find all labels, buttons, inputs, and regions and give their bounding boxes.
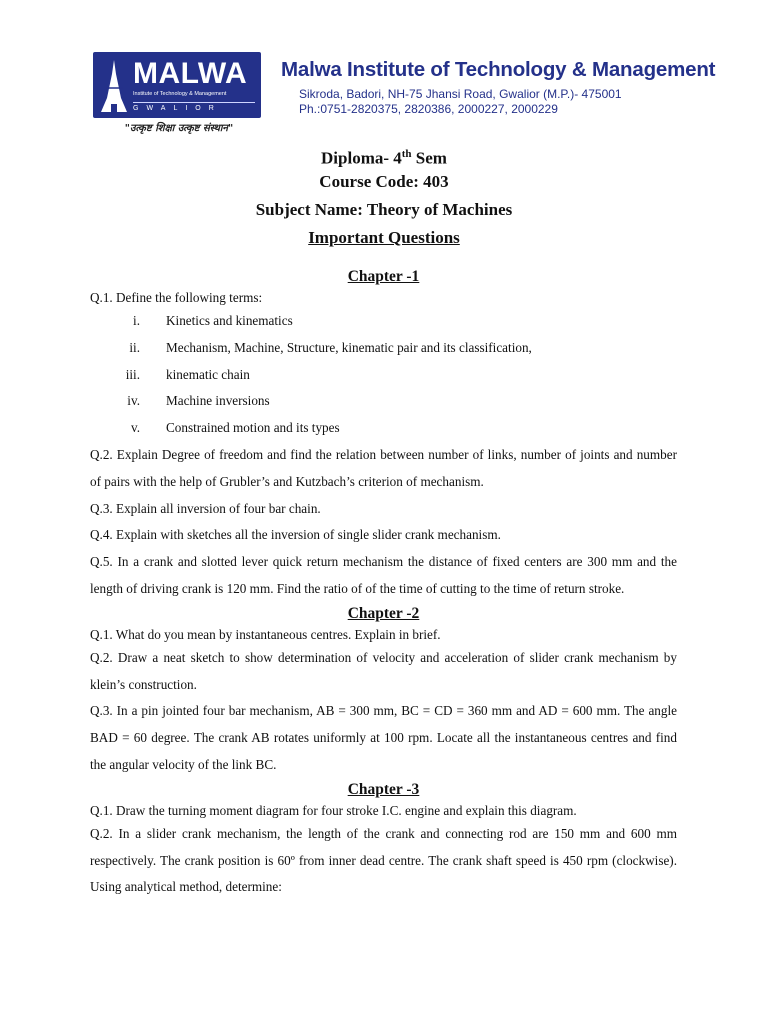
diploma-suffix: Sem bbox=[411, 148, 447, 168]
diploma-semester bbox=[0, 140, 768, 168]
list-item-number: i. bbox=[133, 313, 140, 328]
logo-wordmark: MALWA bbox=[133, 57, 248, 90]
list-item-text: Mechanism, Machine, Structure, kinematic pair and its classification, bbox=[166, 339, 532, 355]
ch3-question-1: Q.1. Draw the turning moment diagram for four stroke I.C. engine and explain this diagram. bbox=[90, 802, 577, 818]
list-item bbox=[90, 335, 677, 362]
list-item-number: iv. bbox=[127, 393, 140, 409]
question-content bbox=[90, 266, 677, 901]
institute-header bbox=[93, 52, 716, 134]
motto: "उत्कृष्ट शिक्षा उत्कृष्ट संस्थान" bbox=[124, 123, 234, 134]
list-item bbox=[90, 308, 677, 335]
ch1-question-5: Q.5. In a crank and slotted lever quick return mechanism the distance of fixed centers are 300 mm and the length of driving crank is 120 mm. Find the ratio of of the time of cutting to the time of return stroke. bbox=[90, 554, 677, 596]
list-item-number: v. bbox=[130, 420, 140, 436]
list-item-text: Machine inversions bbox=[166, 393, 270, 409]
tower-logo-icon bbox=[99, 58, 129, 114]
ch1-question-2: Q.2. Explain Degree of freedom and find the relation between number of links, number of joints and number of pairs with the help of Grubler’s and Kutzbach’s criterion of mechanism. bbox=[90, 446, 677, 489]
list-item-text: Constrained motion and its types bbox=[166, 420, 340, 436]
logo-subtitle: Institute of Technology & Management bbox=[133, 91, 227, 97]
list-item bbox=[90, 362, 677, 389]
chapter-3-heading: Chapter -3 bbox=[347, 780, 420, 798]
institute-phone: Ph.:0751-2820375, 2820386, 2000227, 2000229 bbox=[299, 102, 558, 116]
document-titles bbox=[0, 140, 768, 252]
chapter-1-heading: Chapter -1 bbox=[347, 268, 420, 285]
ch1-question-4: Q.4. Explain with sketches all the inversion of single slider crank mechanism. bbox=[90, 527, 501, 543]
list-item-number: ii. bbox=[129, 339, 140, 355]
diploma-sup: th bbox=[401, 148, 412, 160]
ch2-question-2: Q.2. Draw a neat sketch to show determination of velocity and acceleration of slider crank mechanism by klein’s construction. bbox=[90, 649, 677, 692]
list-item bbox=[90, 388, 677, 415]
subject-name: Subject Name: Theory of Machines bbox=[255, 200, 513, 219]
important-questions-heading: Important Questions bbox=[308, 228, 460, 247]
institute-logo bbox=[93, 52, 261, 118]
ch1-question-1: Q.1. Define the following terms: bbox=[90, 290, 263, 305]
institute-address: Sikroda, Badori, NH-75 Jhansi Road, Gwalior (M.P.)- 475001 bbox=[299, 87, 622, 101]
ch1-q1-term-list bbox=[90, 308, 677, 442]
institute-name: Malwa Institute of Technology & Management bbox=[281, 58, 716, 81]
list-item-text: kinematic chain bbox=[166, 366, 250, 382]
ch3-question-2: Q.2. In a slider crank mechanism, the length of the crank and connecting rod are 150 mm and 600 mm respectively. The crank position is 60º from inner dead centre. The crank shaft speed is 450 rpm (clockwise). Using analytical method, determine: bbox=[90, 825, 677, 895]
list-item-number: iii. bbox=[125, 366, 140, 382]
logo-city: GWALIOR bbox=[133, 102, 255, 113]
ch1-question-3: Q.3. Explain all inversion of four bar chain. bbox=[90, 500, 321, 516]
diploma-prefix: Diploma- 4 bbox=[321, 148, 402, 168]
ch2-question-1: Q.1. What do you mean by instantaneous centres. Explain in brief. bbox=[90, 626, 441, 642]
course-code: Course Code: 403 bbox=[319, 172, 449, 191]
chapter-2-heading: Chapter -2 bbox=[347, 604, 420, 622]
ch2-question-3: Q.3. In a pin jointed four bar mechanism, AB = 300 mm, BC = CD = 360 mm and AD = 600 mm. The angle BAD = 60 degree. The crank AB rotates uniformly at 100 rpm. Locate all the instantaneous centres and find the angular velocity of the link BC. bbox=[90, 703, 677, 772]
list-item-text: Kinetics and kinematics bbox=[166, 313, 293, 328]
list-item bbox=[90, 415, 677, 442]
